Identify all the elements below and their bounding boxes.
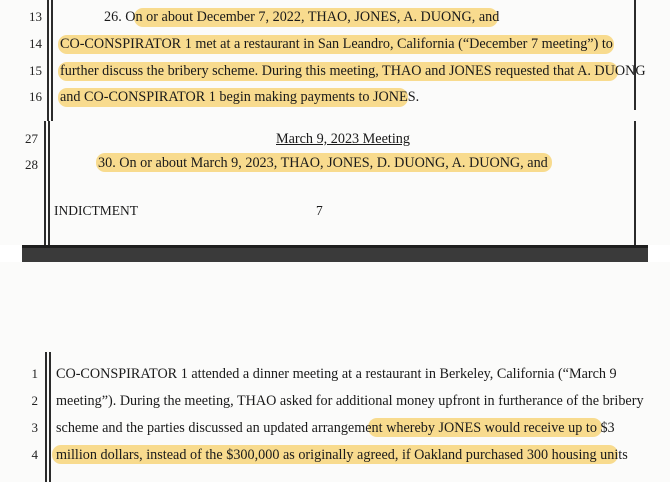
left-margin-rule-inner [48, 121, 50, 245]
section-heading: March 9, 2023 Meeting [276, 131, 410, 147]
line-number: 15 [29, 63, 42, 78]
line-text: scheme and the parties discussed an updated arrangement whereby JONES would receive up to $3 [56, 420, 615, 436]
line-text: further discuss the bribery scheme. During this meeting, THAO and JONES requested that A. DUONG [60, 63, 646, 79]
left-margin-rule [44, 121, 46, 245]
line-text: and CO-CONSPIRATOR 1 begin making payments to JONES. [60, 89, 420, 105]
line-number: 28 [25, 157, 38, 172]
left-margin-rule [47, 0, 49, 121]
line-number: 14 [29, 36, 42, 51]
footer-label: INDICTMENT [54, 203, 138, 218]
left-margin-rule-inner [51, 0, 53, 121]
line-text: million dollars, instead of the $300,000 as originally agreed, if Oakland purchased 300 housing units [56, 447, 628, 463]
line-text: CO-CONSPIRATOR 1 met at a restaurant in San Leandro, California (“December 7 meeting”) to [60, 36, 613, 52]
line-number: 3 [31, 420, 38, 435]
line-text: meeting”). During the meeting, THAO asked for additional money upfront in furtherance of the bribery [56, 393, 644, 409]
footer-page-number: 7 [316, 203, 323, 218]
line-number: 1 [31, 366, 38, 381]
page-divider-edge [22, 245, 648, 248]
left-margin-rule-inner [49, 352, 51, 482]
line-number: 27 [25, 131, 38, 146]
line-number: 4 [31, 447, 38, 462]
line-number: 16 [29, 89, 42, 104]
document-page-mid [0, 121, 670, 245]
document-page-top [0, 0, 670, 121]
right-margin-rule [634, 121, 636, 245]
left-margin-rule [45, 352, 47, 482]
line-text: 30. On or about March 9, 2023, THAO, JONES, D. DUONG, A. DUONG, and [98, 155, 548, 171]
document-page-bottom [0, 262, 670, 482]
line-number: 13 [29, 9, 42, 24]
line-number: 2 [31, 393, 38, 408]
line-text: CO-CONSPIRATOR 1 attended a dinner meeting at a restaurant in Berkeley, California (“March 9 [56, 366, 617, 382]
right-margin-rule [634, 0, 636, 110]
line-text: 26. On or about December 7, 2022, THAO, JONES, A. DUONG, and [104, 9, 500, 25]
